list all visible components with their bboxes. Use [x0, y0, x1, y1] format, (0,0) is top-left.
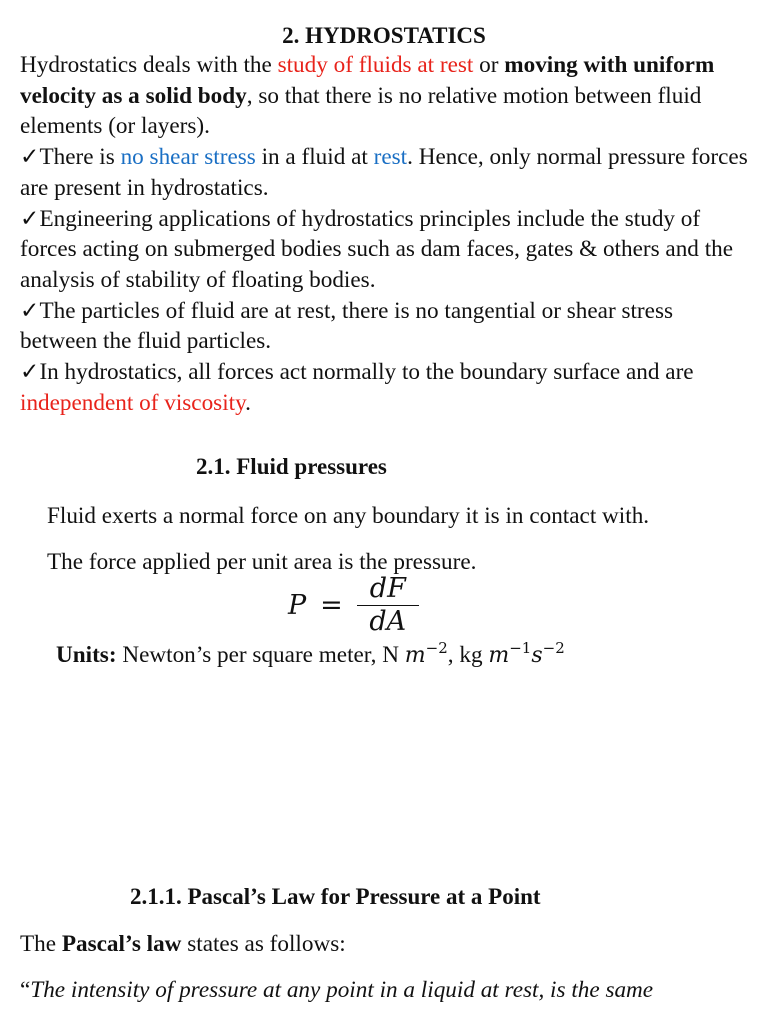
pascal-text-1: The: [20, 931, 62, 957]
check-icon: ✓: [20, 359, 40, 386]
chapter-heading: 2. HYDROSTATICS: [282, 23, 486, 48]
units-text-2: , kg: [447, 642, 489, 668]
units-label: Units:: [56, 642, 117, 668]
bullet-2-text: Engineering applications of hydrostatics principles include the study of forces acting on submerged bodies such as dam faces, gates & others and the analysis of stability of floating bodies.: [20, 205, 734, 293]
quote-mark: “: [20, 977, 31, 1003]
pascal-quote-text: The intensity of pressure at any point in a liquid at rest, is the same: [30, 977, 654, 1003]
bullet-4-text-2: .: [245, 389, 251, 416]
intro-text-3: , so that there is no relative motion between fluid elements (or layers).: [20, 82, 702, 140]
bullet-3-text: The particles of fluid are at rest, there is no tangential or shear stress between the fluid particles.: [20, 297, 673, 355]
units-exp-2: −1: [509, 639, 532, 657]
check-icon: ✓: [20, 205, 40, 232]
units-exp-3: −2: [542, 639, 565, 657]
pressure-formula: [288, 572, 419, 638]
bullet-1-text-2: in a fluid at: [255, 144, 374, 171]
bullet-1: [20, 142, 755, 203]
intro-block: [20, 50, 755, 418]
formula-denominator: dA: [369, 605, 407, 637]
units-exp-1: −2: [425, 639, 448, 657]
units-m-1: m: [404, 643, 426, 668]
units-m-2: m: [488, 643, 510, 668]
bullet-1-text-1: There is: [39, 144, 121, 171]
fluid-pressure-line-1: Fluid exerts a normal force on any boundary it is in contact with.: [47, 503, 650, 529]
check-icon: ✓: [20, 297, 40, 324]
formula-lhs: P: [288, 589, 307, 621]
intro-text-2: or: [473, 52, 505, 78]
formula-fraction: [357, 572, 419, 637]
intro-highlight-red: study of fluids at rest: [277, 52, 474, 78]
units-text-1: Newton’s per square meter, N: [116, 642, 405, 668]
units-line: [56, 633, 565, 671]
fluid-pressure-line-2: The force applied per unit area is the pressure.: [47, 549, 477, 575]
pascal-law-bold: Pascal’s law: [61, 931, 182, 957]
bullet-3: [20, 296, 755, 357]
section-title-fluid-pressures: 2.1. Fluid pressures: [196, 454, 387, 479]
bullet-4: [20, 357, 755, 418]
bullet-2: [20, 204, 755, 296]
formula-numerator: dF: [369, 572, 406, 604]
bullet-1-highlight-rest: rest: [373, 144, 408, 171]
formula-equals: =: [320, 589, 343, 621]
bullet-4-text-1: In hydrostatics, all forces act normally to the boundary surface and are: [39, 359, 694, 386]
pascal-quote-line: [20, 975, 653, 1006]
intro-paragraph: [20, 50, 755, 142]
bullet-1-highlight-blue: no shear stress: [120, 144, 256, 171]
units-s: s: [531, 643, 543, 668]
section-title-pascals-law: 2.1.1. Pascal’s Law for Pressure at a Point: [130, 884, 541, 909]
pascal-text-2: states as follows:: [181, 931, 346, 957]
pascal-intro-line: [20, 929, 346, 960]
intro-bold-phrase: moving with uniform velocity as a solid body: [20, 52, 715, 109]
intro-text-1: Hydrostatics deals with the: [20, 52, 278, 78]
check-icon: ✓: [20, 144, 40, 171]
bullet-1-text-3: . Hence, only normal pressure forces are present in hydrostatics.: [20, 144, 748, 201]
bullet-4-highlight-red: independent of viscosity: [20, 389, 246, 416]
